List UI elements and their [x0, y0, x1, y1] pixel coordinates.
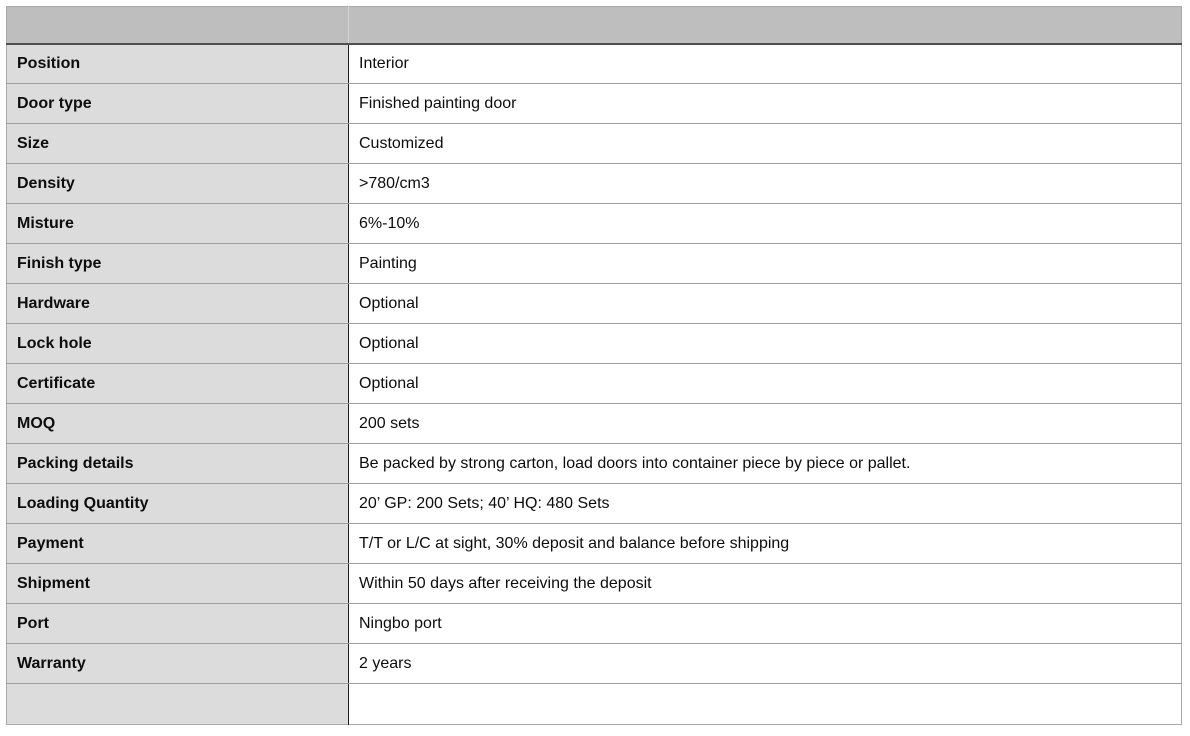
spec-label: [7, 684, 349, 725]
spec-label: Door type: [7, 84, 349, 124]
table-row: [7, 164, 1182, 204]
table-row: [7, 44, 1182, 84]
spec-value: [349, 684, 1182, 725]
spec-value: Optional: [349, 284, 1182, 324]
spec-value: Interior: [349, 44, 1182, 84]
spec-label: Loading Quantity: [7, 484, 349, 524]
spec-value: 200 sets: [349, 404, 1182, 444]
spec-value: Customized: [349, 124, 1182, 164]
spec-label: Density: [7, 164, 349, 204]
table-row: [7, 324, 1182, 364]
spec-label: Size: [7, 124, 349, 164]
spec-label: Port: [7, 604, 349, 644]
header-cell-attribute: [7, 7, 349, 44]
spec-value: Finished painting door: [349, 84, 1182, 124]
spec-label: MOQ: [7, 404, 349, 444]
table-row: [7, 484, 1182, 524]
table-row: [7, 404, 1182, 444]
table-row: [7, 284, 1182, 324]
product-spec-table: [6, 6, 1182, 725]
spec-label: Packing details: [7, 444, 349, 484]
spec-value: >780/cm3: [349, 164, 1182, 204]
spec-value: Within 50 days after receiving the deposit: [349, 564, 1182, 604]
table-row: [7, 524, 1182, 564]
spec-label: Finish type: [7, 244, 349, 284]
spec-label: Payment: [7, 524, 349, 564]
spec-value: Be packed by strong carton, load doors into container piece by piece or pallet.: [349, 444, 1182, 484]
spec-value: Painting: [349, 244, 1182, 284]
header-cell-value: [349, 7, 1182, 44]
spec-value: 2 years: [349, 644, 1182, 684]
spec-label: Shipment: [7, 564, 349, 604]
spec-value: 20’ GP: 200 Sets; 40’ HQ: 480 Sets: [349, 484, 1182, 524]
table-row: [7, 244, 1182, 284]
spec-label: Warranty: [7, 644, 349, 684]
spec-value: Optional: [349, 364, 1182, 404]
spec-label: Misture: [7, 204, 349, 244]
table-row: [7, 84, 1182, 124]
spec-value: Optional: [349, 324, 1182, 364]
table-row: [7, 204, 1182, 244]
spec-label: Position: [7, 44, 349, 84]
spec-label: Certificate: [7, 364, 349, 404]
spec-table-container: [6, 6, 1182, 725]
table-row: [7, 684, 1182, 725]
table-row: [7, 444, 1182, 484]
table-row: [7, 604, 1182, 644]
spec-label: Lock hole: [7, 324, 349, 364]
table-row: [7, 364, 1182, 404]
table-row: [7, 644, 1182, 684]
spec-value: T/T or L/C at sight, 30% deposit and balance before shipping: [349, 524, 1182, 564]
spec-value: Ningbo port: [349, 604, 1182, 644]
table-row: [7, 564, 1182, 604]
table-header-row: [7, 7, 1182, 44]
spec-label: Hardware: [7, 284, 349, 324]
spec-value: 6%-10%: [349, 204, 1182, 244]
table-row: [7, 124, 1182, 164]
